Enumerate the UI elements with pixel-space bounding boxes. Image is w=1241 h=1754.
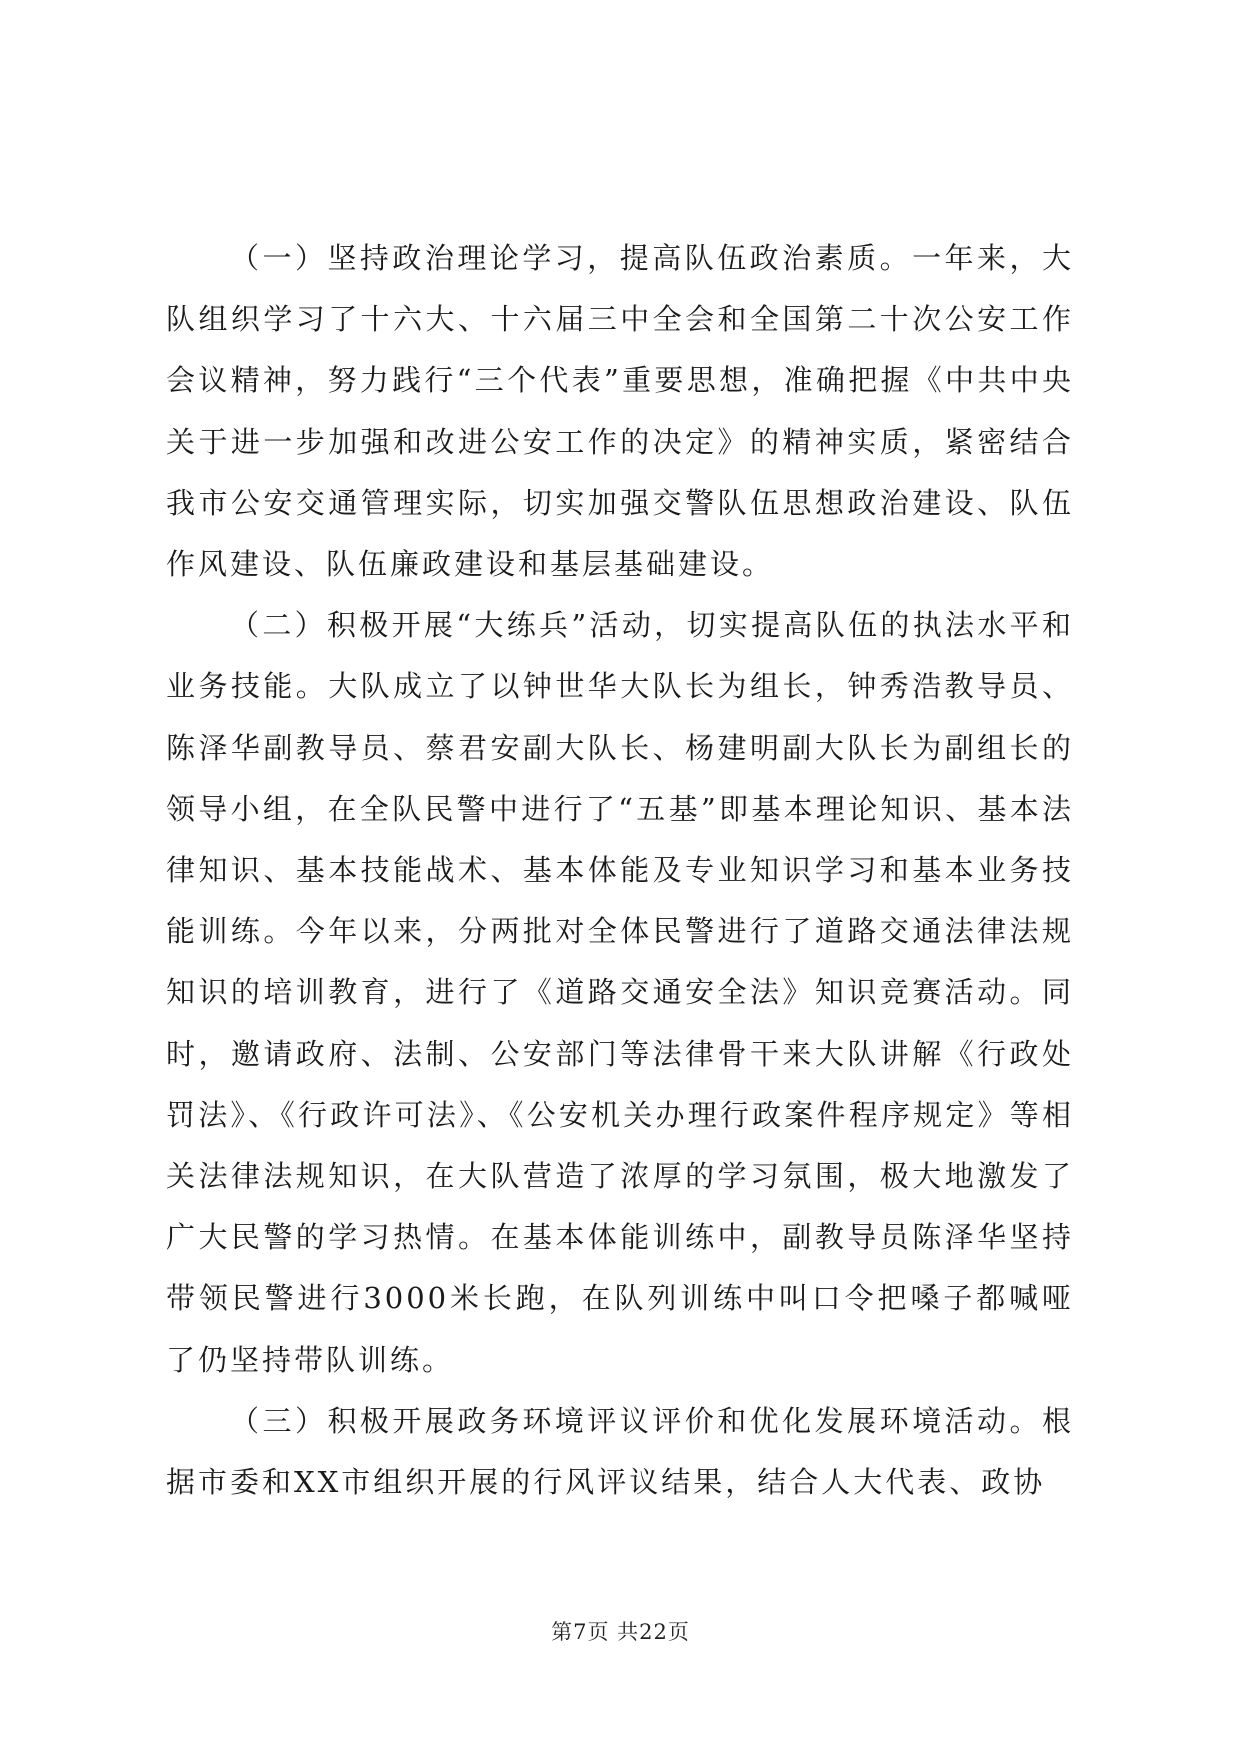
page-footer: 第7页 共22页 [551,1620,690,1644]
paragraph-3: （三）积极开展政务环境评议评价和优化发展环境活动。根据市委和XX市组织开展的行风评议结果，结合人大代表、政协 [166,1403,1074,1500]
paragraph-2: （二）积极开展“大练兵”活动，切实提高队伍的执法水平和业务技能。大队成立了以钟世华大队长为组长，钟秀浩教导员、陈泽华副教导员、蔡君安副大队长、杨建明副大队长为副组长的领导小组，在全队民警中进行了“五基”即基本理论知识、基本法律知识、基本技能战术、基本体能及专业知识学习和基本业务技能训练。今年以来，分两批对全体民警进行了道路交通法律法规知识的培训教育，进行了《道路交通安全法》知识竞赛活动。同时，邀请政府、法制、公安部门等法律骨干来大队讲解《行政处罚法》、《行政许可法》、《公安机关办理行政案件程序规定》等相关法律法规知识，在大队营造了浓厚的学习氛围，极大地激发了广大民警的学习热情。在基本体能训练中，副教导员陈泽华坚持带领民警进行3000米长跑，在队列训练中叫口令把嗓子都喊哑了仍坚持带队训练。 [166,608,1074,1377]
document-body [166,228,1074,1513]
paragraph-1: （一）坚持政治理论学习，提高队伍政治素质。一年来，大队组织学习了十六大、十六届三中全会和全国第二十次公安工作会议精神，努力践行“三个代表”重要思想，准确把握《中共中央关于进一步加强和改进公安工作的决定》的精神实质，紧密结合我市公安交通管理实际，切实加强交警队伍思想政治建设、队伍作风建设、队伍廉政建设和基层基础建设。 [166,241,1074,582]
